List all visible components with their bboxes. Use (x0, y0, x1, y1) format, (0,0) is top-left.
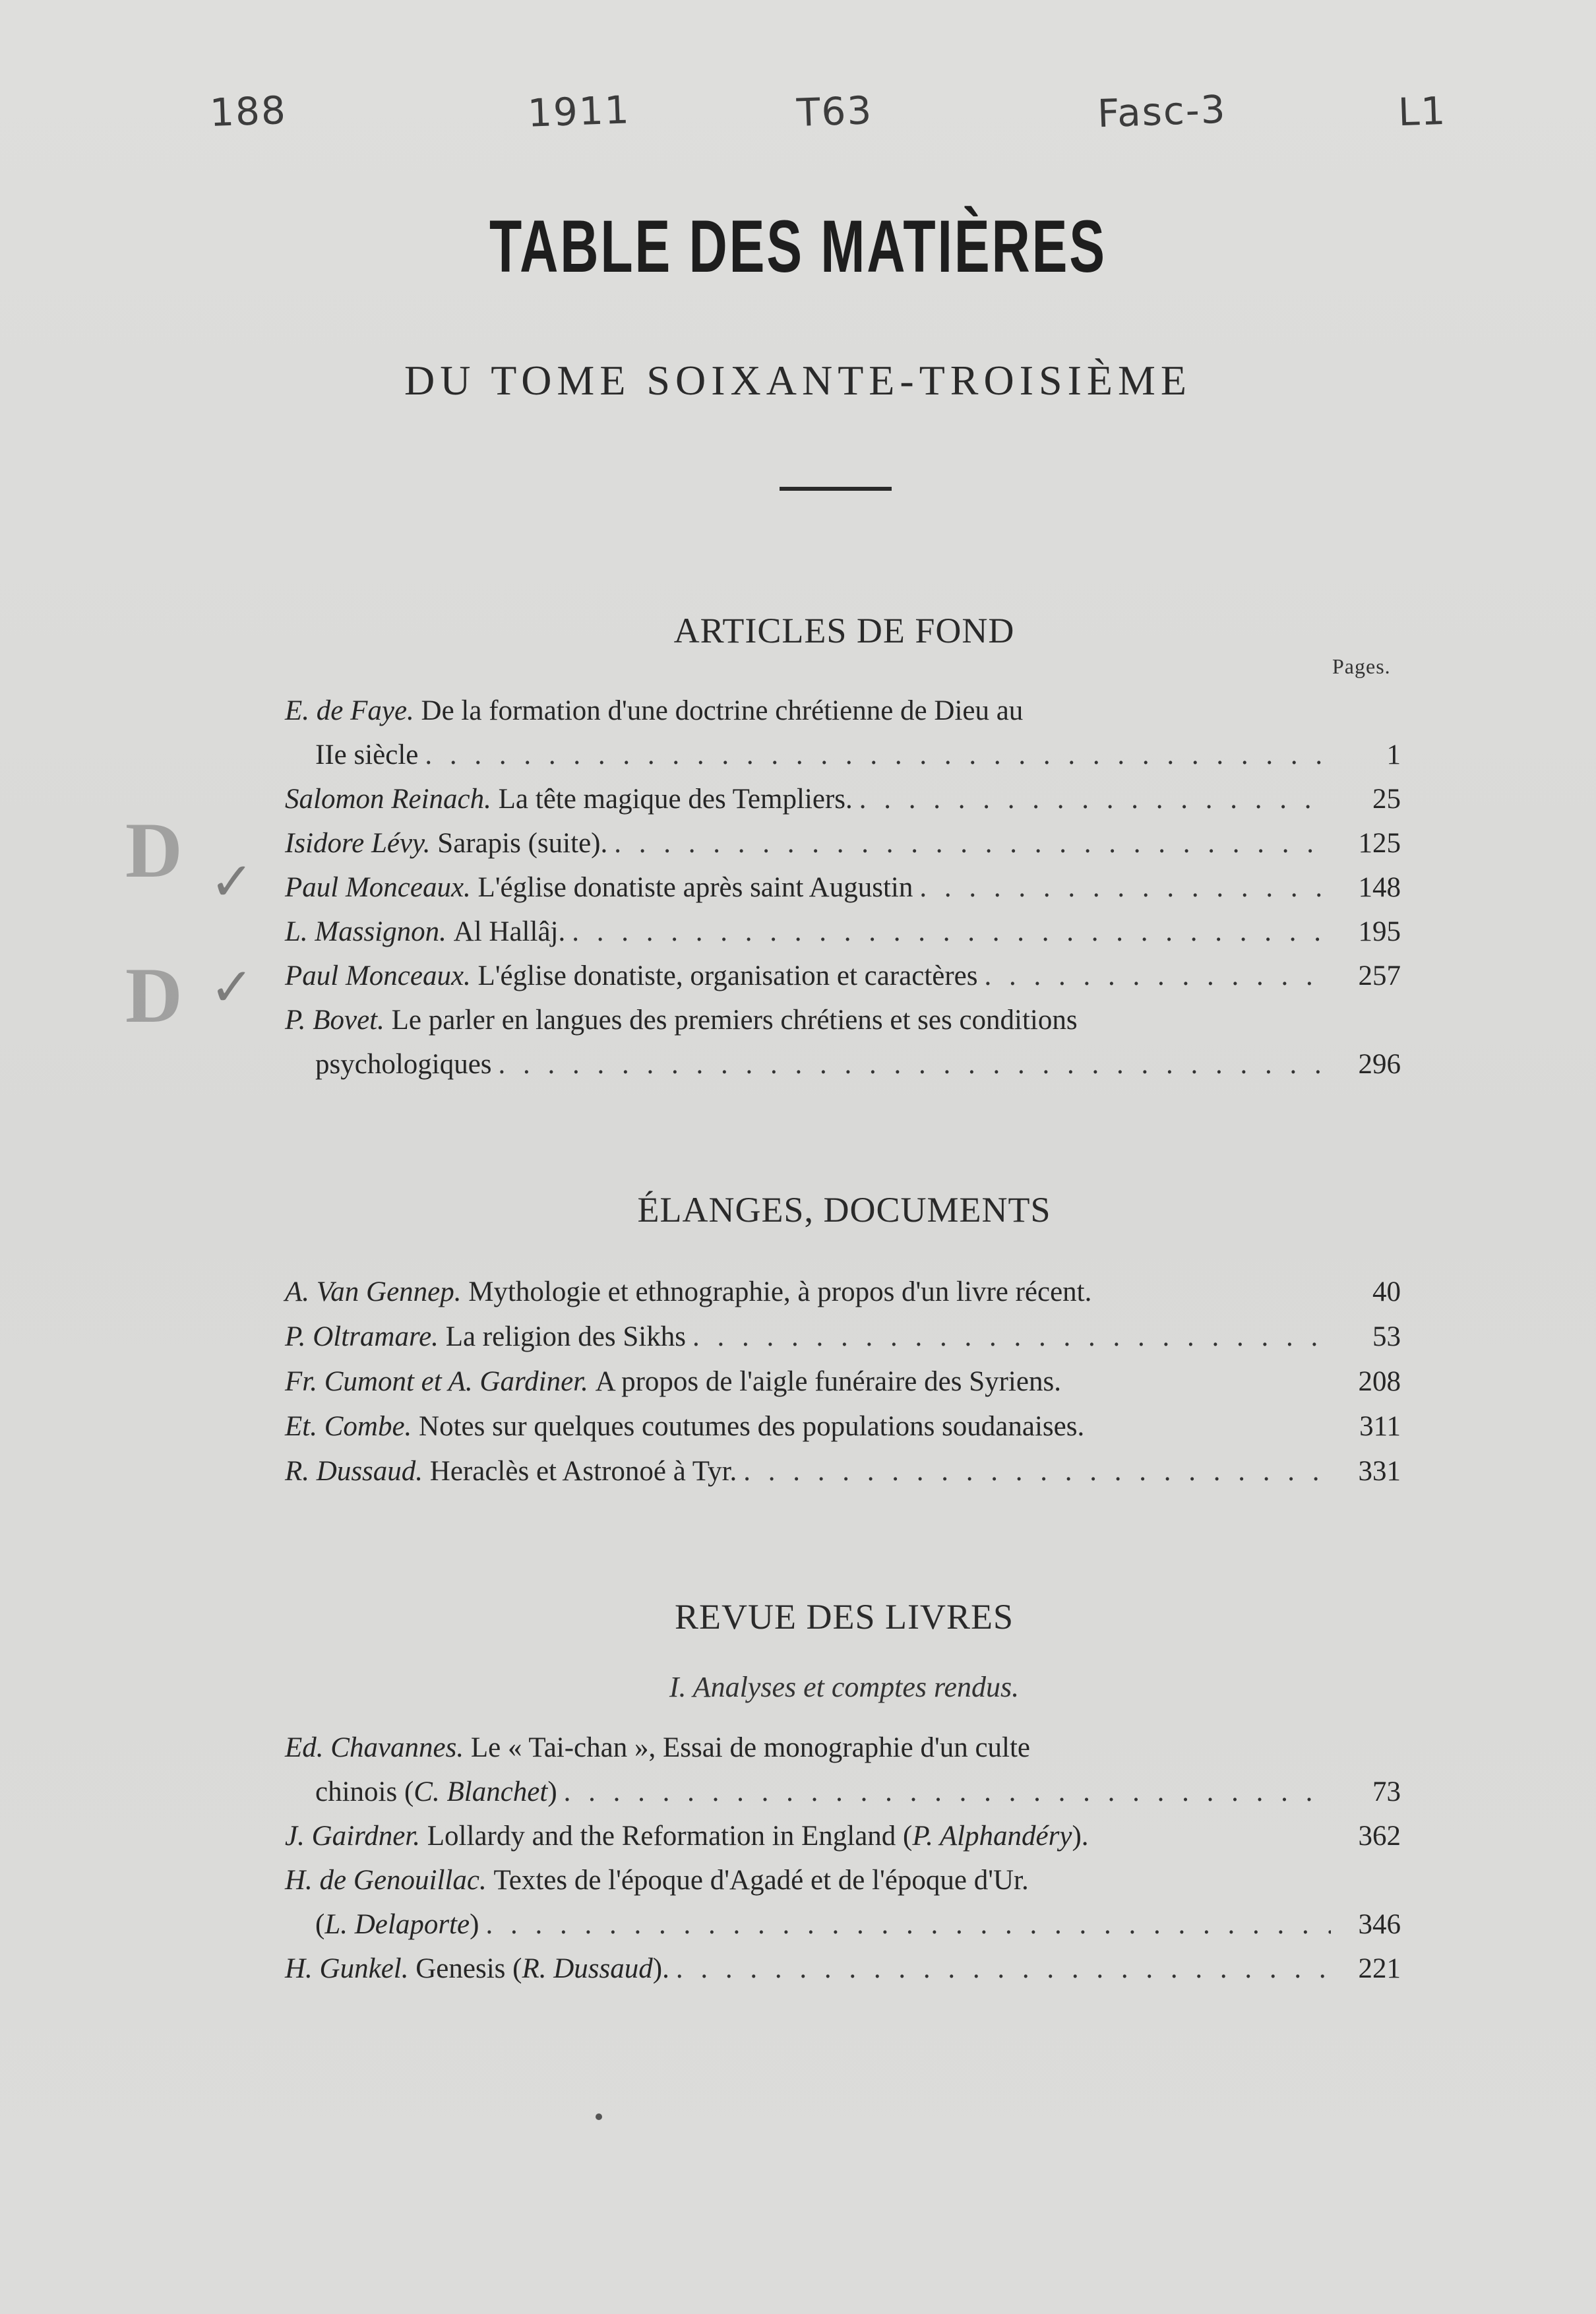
entry-author: Salomon Reinach. (285, 784, 491, 815)
entry-reviewer: L. Delaporte (324, 1909, 470, 1940)
entry-title: La religion des Sikhs (445, 1321, 686, 1352)
toc-entry (285, 1360, 1401, 1404)
toc-entry (285, 1270, 1401, 1314)
entry-page: 73 (1372, 1776, 1401, 1807)
entry-page: 296 (1358, 1049, 1401, 1080)
entry-title: Heraclès et Astronoé à Tyr. (429, 1456, 737, 1487)
entry-page: 25 (1372, 784, 1401, 815)
entry-author: A. Van Gennep. (285, 1276, 462, 1307)
entry-author: Ed. Chavannes. (285, 1732, 464, 1763)
check-mark-icon: ✓ (210, 956, 255, 1018)
entry-page: 40 (1372, 1276, 1401, 1307)
entry-title: Al Hallâj. (453, 916, 566, 947)
toc-entry (285, 910, 1401, 954)
title-divider (780, 487, 892, 491)
entry-page: 148 (1358, 872, 1401, 903)
entry-page: 221 (1358, 1953, 1401, 1984)
entry-page: 362 (1358, 1821, 1401, 1852)
toc-entry: H. Gunkel. Genesis ( R. Dussaud ). . . . 221 (285, 1947, 1401, 1991)
entry-title: Genesis (415, 1953, 506, 1984)
entry-page: 1 (1386, 739, 1401, 770)
entry-title: La tête magique des Templiers. (498, 784, 853, 815)
entry-title: Sarapis (suite). (437, 828, 608, 859)
handwritten-mark: Fasc-3 (1096, 86, 1227, 137)
toc-entry: Ed. Chavannes. Le « Tai-chan », Essai de monographie d'un culte chinois ( C. Blanchet ) . . . 73 (285, 1726, 1401, 1814)
entry-author: Fr. Cumont et A. Gardiner. (285, 1366, 588, 1397)
subsection-heading: I. Analyses et comptes rendus. (669, 1671, 1020, 1703)
entry-title: Le parler en langues des premiers chrétiens et ses conditions (391, 1005, 1078, 1036)
toc-entry (285, 1315, 1401, 1359)
entry-reviewer: R. Dussaud (522, 1953, 653, 1984)
handwritten-mark: 188 (208, 87, 288, 136)
toc-entry (285, 821, 1401, 865)
entry-author: H. de Genouillac. (285, 1865, 487, 1896)
page-subtitle: DU TOME SOIXANTE-TROISIÈME (404, 357, 1192, 404)
entry-page: 331 (1358, 1456, 1401, 1487)
library-stamp: D (125, 806, 183, 894)
entry-author: P. Oltramare. (285, 1321, 439, 1352)
entry-page: 195 (1358, 916, 1401, 947)
section-heading-melanges: ÉLANGES, DOCUMENTS (637, 1190, 1051, 1230)
entry-author: R. Dussaud. (285, 1456, 423, 1487)
toc-entry: J. Gairdner. Lollardy and the Reformation in England ( P. Alphandéry ). 362 (285, 1814, 1401, 1858)
toc-entry: H. de Genouillac. Textes de l'époque d'Agadé et de l'époque d'Ur. ( L. Delaporte ) . . . 346 (285, 1858, 1401, 1947)
toc-entry (285, 1404, 1401, 1449)
entry-author: E. de Faye. (285, 695, 414, 726)
check-mark-icon: ✓ (210, 851, 255, 912)
entry-author: H. Gunkel. (285, 1953, 409, 1984)
handwritten-mark: T63 (795, 88, 874, 135)
entry-title-continued: chinois (315, 1776, 398, 1807)
entry-author: Paul Monceaux. (285, 960, 471, 991)
entry-title: De la formation d'une doctrine chrétienne de Dieu au (421, 695, 1024, 726)
entry-title: Le « Tai-chan », Essai de monographie d'un culte (470, 1732, 1031, 1763)
handwritten-mark: L1 (1397, 88, 1448, 135)
entry-page: 257 (1358, 960, 1401, 991)
entry-author: J. Gairdner. (285, 1821, 421, 1852)
toc-entry (285, 777, 1401, 821)
entry-reviewer: P. Alphandéry (912, 1821, 1072, 1852)
entry-title-continued: IIe siècle (315, 739, 419, 770)
entry-author: L. Massignon. (285, 916, 446, 947)
entry-title: Notes sur quelques coutumes des populations soudanaises. (419, 1411, 1085, 1442)
entry-author: Paul Monceaux. (285, 872, 471, 903)
page-title: TABLE DES MATIÈRES (489, 205, 1107, 288)
entry-reviewer: C. Blanchet (414, 1776, 548, 1807)
entry-title-continued: psychologiques (315, 1049, 492, 1080)
toc-entry (285, 998, 1401, 1086)
entry-title: L'église donatiste après saint Augustin (477, 872, 913, 903)
entry-page: 346 (1358, 1909, 1401, 1940)
entry-title: L'église donatiste, organisation et caractères (477, 960, 978, 991)
toc-entry (285, 865, 1401, 910)
entry-author: Et. Combe. (285, 1411, 412, 1442)
section-heading-articles: ARTICLES DE FOND (673, 611, 1015, 650)
entry-title: Lollardy and the Reformation in England (427, 1821, 896, 1852)
toc-entry (285, 1449, 1401, 1493)
entry-page: 311 (1359, 1411, 1401, 1442)
entry-page: 53 (1372, 1321, 1401, 1352)
entry-title: Textes de l'époque d'Agadé et de l'époque d'Ur. (493, 1865, 1029, 1896)
section-heading-revue: REVUE DES LIVRES (675, 1597, 1014, 1637)
entry-title: Mythologie et ethnographie, à propos d'un livre récent. (468, 1276, 1092, 1307)
toc-entry (285, 689, 1401, 777)
entry-author: P. Bovet. (285, 1005, 384, 1036)
entry-page: 125 (1358, 828, 1401, 859)
toc-entry (285, 954, 1401, 998)
entry-author: Isidore Lévy. (285, 828, 431, 859)
entry-page: 208 (1358, 1366, 1401, 1397)
handwritten-mark: 1911 (526, 87, 631, 136)
entry-title: A propos de l'aigle funéraire des Syriens. (595, 1366, 1061, 1397)
library-stamp: D (125, 951, 183, 1039)
ink-dot (596, 2113, 602, 2120)
pages-column-label: Pages. (1332, 654, 1391, 678)
